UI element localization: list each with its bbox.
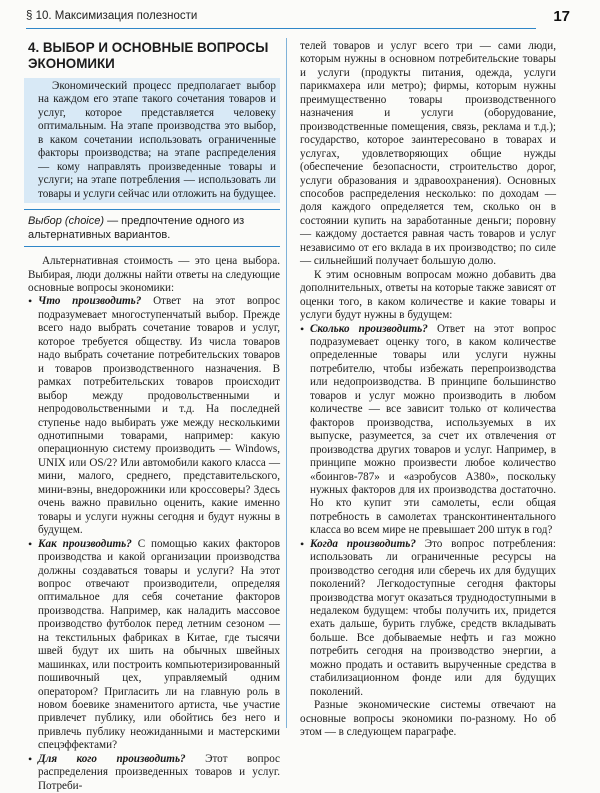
question-label: Что производить? (38, 295, 142, 308)
bullet-icon: • (28, 536, 33, 551)
definition-box (24, 209, 280, 247)
question-text: Это вопрос потребления: использовать ли ограниченные ресурсы на производство сегодня или сберечь их для будущих поколений? Легкодоступные сегодня факторы производства могут оказаться труднодоступными в недалеком будущем: чтобы получить их, придется ехать дальше, бурить глубже, средств вкладывать больше. Все добываемые нефть и газ можно потребить сегодня на производство энергии, а можно продать и оставить вырученные средства в стабилизационном фонде или для будущих поколений. (310, 537, 556, 698)
question-item-how-much (300, 323, 556, 538)
question-list-left (28, 295, 280, 793)
question-label: Когда производить? (310, 537, 416, 550)
right-column (300, 40, 556, 740)
continued-paragraph: телей товаров и услуг всего три — сами люди, которым нужны в основном потребительские товары и услуги (продукты питания, одежда, услуги парикмахера или метро); фирмы, которым нужны преимущественно товары производственного назначения и услуги (оборудование, производственные помещения, связь, реклама и т.д.); государство, которое заинтересовано в товарах и услугах, удовлетворяющих общие нужды (обеспечение безопасности, строительство дорог, услуги образования и здравоохранения). Основных способов распределения несколько: по доходам — доля каждого определяется тем, сколько он в состоянии купить на заработанные деньги; поровну — каждому достается равная часть товаров и услуг независимо от его вклада в их производство; по силе — сильнейший получает большую долю. (300, 40, 556, 268)
question-text: Ответ на этот вопрос подразумевает оценку того, в каком количестве определенные товары или услуги нужны потребителю, чтобы избежать перепроизводства или недопроизводства. В принципе большинство товаров и услуг можно производить в любом количестве — все зависит только от количества факторов производства, используемых в их выпуске, разумеется, за счет их отвлечения от производства других товаров и услуг. Например, в принципе можно произвести любое количество «боингов-787» и «аэробусов А380», поскольку нужных факторов для их производства достаточно. Но кто купит эти самолеты, если общая потребность в самолетах трансконтинентального класса во всем мире не превышает 200 штук в год? (310, 322, 556, 537)
additional-questions-paragraph: К этим основным вопросам можно добавить два дополнительных, ответы на которые также зависят от оценки того, в каком количестве и какие товары и услуги будут нужны в будущем: (300, 268, 556, 322)
question-item-for-whom (28, 753, 280, 793)
header-rule (26, 28, 536, 29)
column-divider (286, 38, 287, 728)
bullet-icon: • (28, 294, 33, 309)
question-text: Этот вопрос распределения произведенных товаров и услуг. Потреби- (38, 752, 280, 792)
question-item-how (28, 538, 280, 753)
section-title: 4. ВЫБОР И ОСНОВНЫЕ ВОПРОСЫ ЭКОНОМИКИ (28, 40, 269, 71)
question-list-right (300, 323, 556, 700)
definition-term: Выбор (choice) (28, 215, 105, 228)
bullet-icon: • (28, 751, 33, 766)
page-number: 17 (553, 8, 570, 25)
intro-paragraph: Экономический процесс предполагает выбор на каждом его этапе такого сочетания товаров и услуг, которое представляется человеку оптимальным. На этапе производства это выбор, в каком сочетании использовать ограниченные факторы производства; на этапе распределения — кому направлять произведенные товары и услуги; на этапе потребления — использовать ли товары и услуги сейчас или отложить на будущее. (24, 78, 280, 203)
definition-text: — предпочтение одного из альтернативных вариантов. (28, 215, 245, 242)
question-text: Ответ на этот вопрос подразумевает многоступенчатый выбор. Прежде всего надо выбрать сочетание товаров и услуг, которое требуется обществу. Из числа товаров надо выбрать сочетание потребительских товаров и товаров производственного назначения. В рамках потребительских товаров происходит выбор между продовольственными и непродовольственными и т.д. На последней ступенье надо выбирать уже между несколькими однотипными товарами, например: какую операционную систему производить — Windows, UNIX или OS/2? Или автомобили какого класса — мини, малого, среднего, представительского, мини-вэны, внедорожники или кроссоверы? Здесь очень важно правильно оценить, какие именно товары и услуги нужны сегодня и будут нужны в будущем. (38, 295, 280, 537)
bullet-icon: • (300, 536, 305, 551)
opportunity-cost-paragraph: Альтернативная стоимость — это цена выбора. Выбирая, люди должны найти ответы на следующие основные вопросы экономики: (28, 255, 280, 294)
question-label: Как производить? (38, 537, 132, 550)
question-text: С помощью каких факторов производства и какой организации производства должны создаваться товары и услуги? На этот вопрос отвечают производители, определяя оптимальное для себя сочетание факторов производства. Например, как наладить массовое производство футболок перед летним сезоном — на текстильных фабриках в Китае, где тысячи швей будут их шить на обычных швейных машинках, или построить компьютеризированный пошивочный цех, управляемый одним оператором? Пригласить ли на главную роль в новом боевике знаменитого артиста, чье участие привлечет публику, или обойтись без него и привлечь публику неожиданными и мастерскими спецэффектами? (38, 537, 280, 752)
question-item-what (28, 295, 280, 537)
closing-paragraph: Разные экономические системы отвечают на основные вопросы экономики по-разному. Но об этом — в следующем параграфе. (300, 699, 556, 739)
question-label: Сколько производить? (310, 322, 428, 335)
question-label: Для кого производить? (38, 752, 186, 765)
bullet-icon: • (300, 321, 305, 336)
question-item-when (300, 538, 556, 699)
page-header (0, 8, 600, 30)
running-header-title: § 10. Максимизация полезности (26, 10, 198, 22)
left-column (28, 40, 280, 793)
